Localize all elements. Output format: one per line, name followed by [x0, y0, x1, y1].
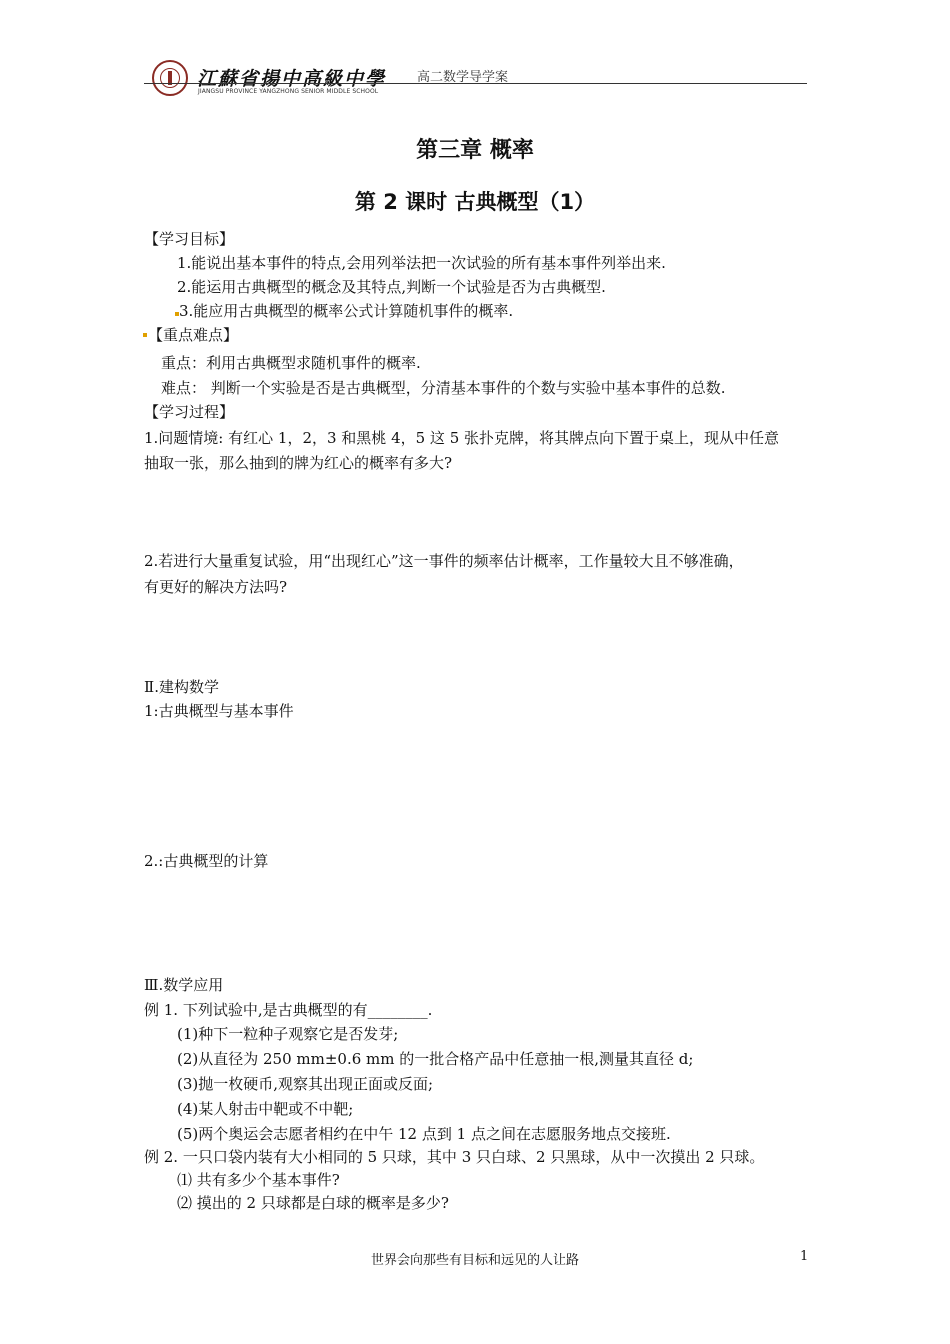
example-1-option-2: (2)从直径为 250 mm±0.6 mm 的一批合格产品中任意抽一根,测量其直径 d; — [177, 1050, 694, 1068]
example-1-option-3: (3)抛一枚硬币,观察其出现正面或反面; — [177, 1075, 434, 1093]
keypoints-heading: 【重点难点】 — [148, 326, 239, 344]
example-2: 例 2. 一只口袋内装有大小相同的 5 只球，其中 3 只白球、2 只黑球，从中一次摸出 2 只球。 — [144, 1148, 765, 1166]
example-1-option-1: (1)种下一粒种子观察它是否发芽; — [177, 1025, 399, 1043]
construct-item-2: 2.:古典概型的计算 — [144, 852, 269, 870]
goal-item-2: 2.能运用古典概型的概念及其特点,判断一个试验是否为古典概型. — [177, 278, 606, 296]
goals-heading: 【学习目标】 — [144, 230, 235, 248]
construct-item-1: 1:古典概型与基本事件 — [144, 702, 294, 720]
example-2-question-1: ⑴ 共有多少个基本事件? — [177, 1171, 340, 1189]
process-heading: 【学习过程】 — [144, 403, 235, 421]
lesson-title: 第 2 课时 古典概型（1） — [354, 190, 596, 214]
header-divider — [144, 83, 807, 84]
question-1-line-2: 抽取一张，那么抽到的牌为红心的概率有多大? — [144, 454, 453, 472]
edit-mark — [143, 333, 147, 337]
example-1: 例 1. 下列试验中,是古典概型的有________. — [144, 1001, 433, 1019]
goal-item-3: 3.能应用古典概型的概率公式计算随机事件的概率. — [179, 302, 514, 320]
application-heading: Ⅲ.数学应用 — [144, 976, 224, 994]
key-difficulty: 难点： 判断一个实验是否是古典概型，分清基本事件的个数与实验中基本事件的总数. — [161, 379, 726, 397]
example-1-option-5: (5)两个奥运会志愿者相约在中午 12 点到 1 点之间在志愿服务地点交接班. — [177, 1125, 671, 1143]
chapter-title: 第三章 概率 — [416, 138, 534, 163]
question-2-line-1: 2.若进行大量重复试验，用“出现红心”这一事件的频率估计概率，工作量较大且不够准确， — [144, 552, 744, 570]
school-logo-seal — [152, 60, 188, 96]
footer-motto: 世界会向那些有目标和远见的人让路 — [370, 1253, 579, 1268]
question-2-line-2: 有更好的解决方法吗? — [144, 578, 288, 596]
example-2-question-2: ⑵ 摸出的 2 只球都是白球的概率是多少? — [177, 1194, 449, 1212]
doc-title: 高二数学导学案 — [417, 70, 509, 85]
page-number: 1 — [800, 1249, 809, 1264]
school-name: 江蘇省揚中高級中學 — [197, 68, 387, 90]
school-name-en: JIANGSU PROVINCE YANGZHONG SENIOR MIDDLE SCHOOL — [198, 88, 379, 95]
example-1-option-4: (4)某人射击中靶或不中靶; — [177, 1100, 354, 1118]
question-1-line-1: 1.问题情境: 有红心 1，2，3 和黑桃 4，5 这 5 张扑克牌，将其牌点向下置于桌上，现从中任意 — [144, 429, 780, 447]
key-focus: 重点：利用古典概型求随机事件的概率. — [161, 354, 421, 372]
goal-item-1: 1.能说出基本事件的特点,会用列举法把一次试验的所有基本事件列举出来. — [177, 254, 666, 272]
construct-heading: Ⅱ.建构数学 — [144, 678, 219, 696]
